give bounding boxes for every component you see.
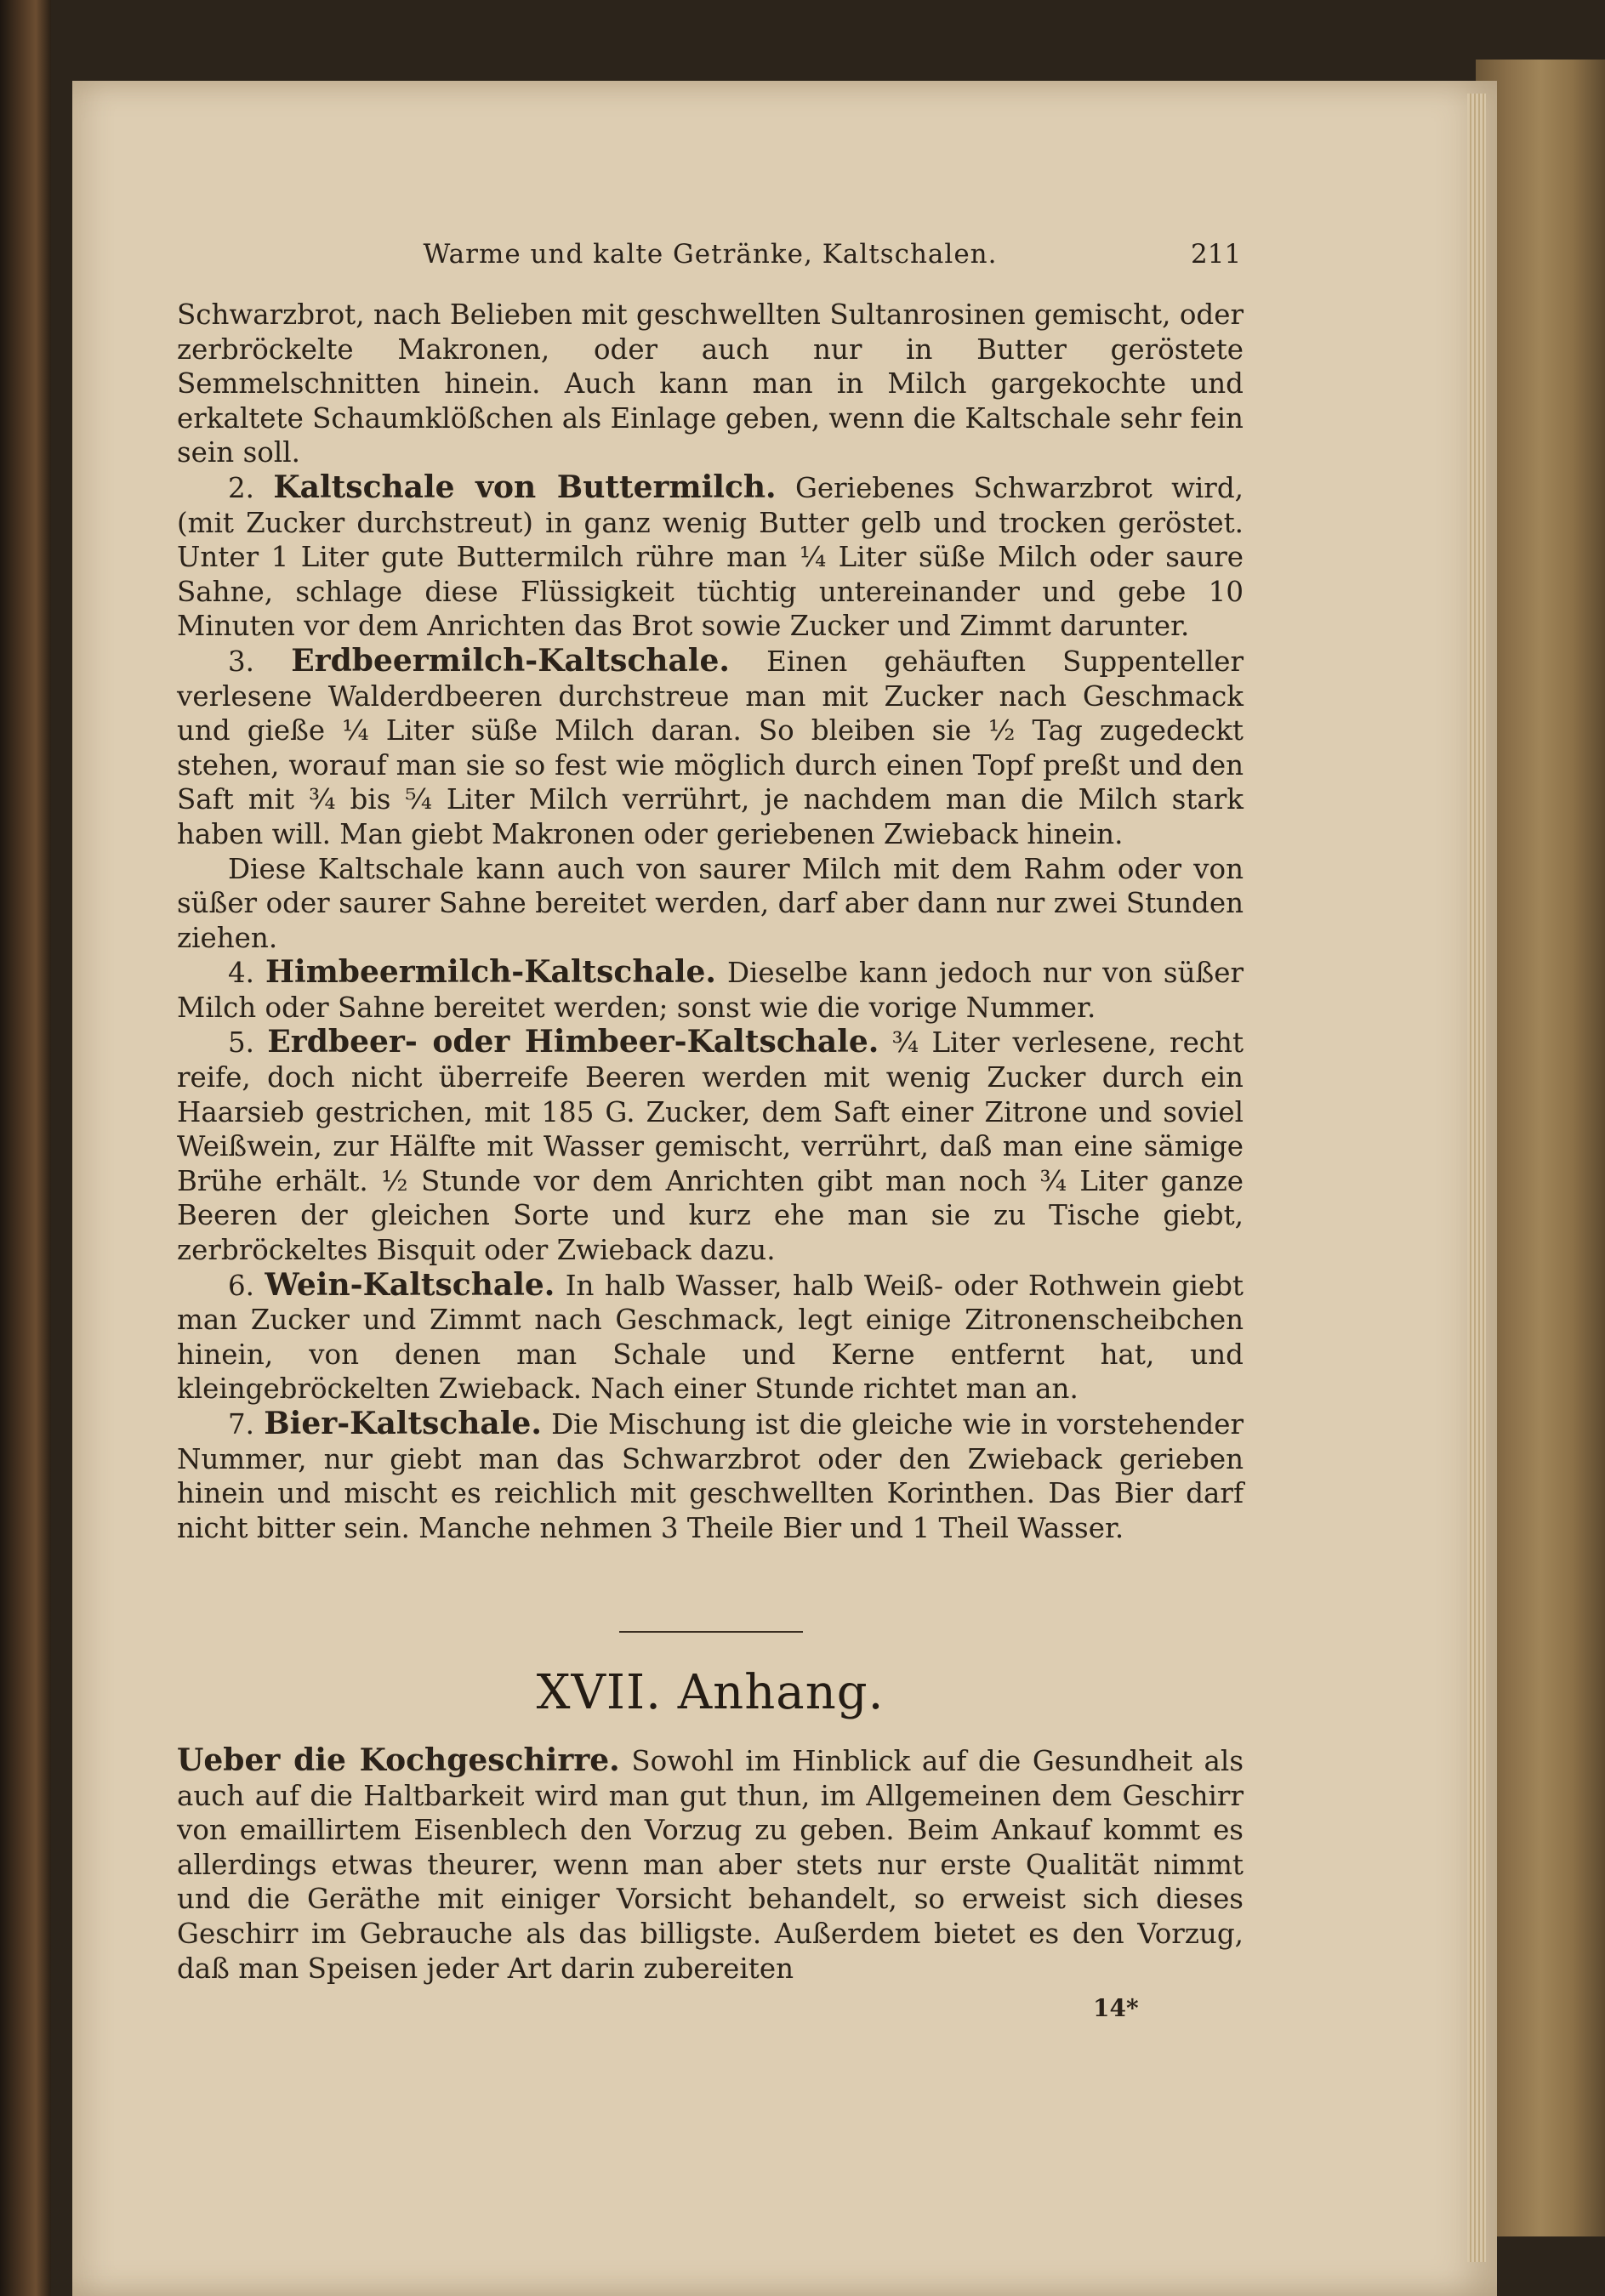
recipe-2 [177,470,1244,644]
signature-mark: 14* [1093,1994,1139,2022]
recipe-6 [177,1268,1244,1407]
recipe-3 [177,644,1244,852]
recipe-title: Kaltschale von Buttermilch. [273,469,777,505]
recipe-number: 7. [228,1408,255,1441]
page-number: 211 [1191,239,1242,270]
recipe-5 [177,1025,1244,1267]
recipe-title: Erdbeer- oder Himbeer-Kaltschale. [267,1024,879,1060]
recipe-number: 4. [228,957,255,990]
appendix-section [177,1743,1244,1986]
recipe-number: 2. [228,471,255,504]
recipe-4 [177,955,1244,1025]
recipe-title: Erdbeermilch-Kaltschale. [291,642,730,679]
recipe-number: 6. [228,1269,255,1302]
recipe-body: Dieselbe kann jedoch nur von süßer Milch oder Sahne bereitet werden; sonst wie die vorige Nummer. [177,957,1244,1024]
running-head: Warme und kalte Getränke, Kaltschalen. [423,239,998,270]
page-edges [1467,94,1486,2262]
appendix-title: Ueber die Kochgeschirre. [177,1742,620,1778]
recipe-title: Wein-Kaltschale. [265,1266,555,1303]
recipe-body: Geriebenes Schwarzbrot wird, (mit Zucker durchstreut) in ganz wenig Butter gelb und trocken geröstet. Unter 1 Liter gute Buttermilch rühre man ¼ Liter süße Milch oder saure Sahne, schlage diese Flüssigkeit tüchtig untereinander und gebe 10 Minuten vor dem Anrichten das Brot sowie Zucker und Zimmt darunter. [177,471,1244,643]
recipe-text [177,298,1244,1545]
recipe-body: Die Mischung ist die gleiche wie in vorstehender Nummer, nur giebt man das Schwarzbrot oder den Zwieback gerieben hinein und mischt es reichlich mit geschwellten Korinthen. Das Bier darf nicht bitter sein. Manche nehmen 3 Theile Bier und 1 Theil Wasser. [177,1408,1244,1544]
recipe-number: 5. [228,1026,255,1060]
recipe-body: ¾ Liter verlesene, recht reife, doch nicht überreife Beeren werden mit wenig Zucker durch ein Haarsieb gestrichen, mit 185 G. Zucker, dem Saft einer Zitrone und soviel Weißwein, zur Hälfte mit Wasser gemischt, verrührt, daß man eine sämige Brühe erhält. ½ Stunde vor dem Anrichten gibt man noch ¾ Liter ganze Beeren der gleichen Sorte und kurz ehe man sie zu Tische giebt, zerbröckeltes Bisquit oder Zwieback dazu. [177,1026,1244,1267]
recipe-body: Einen gehäuften Suppenteller verlesene Walderdbeeren durchstreue man mit Zucker nach Geschmack und gieße ¼ Liter süße Milch daran. So bleiben sie ½ Tag zugedeckt stehen, worauf man sie so fest wie möglich durch einen Topf preßt und den Saft mit ¾ bis ⁵⁄₄ Liter Milch verrührt, je nachdem man die Milch stark haben will. Man giebt Makronen oder geriebenen Zwieback hinein. [177,645,1244,850]
appendix-body: Sowohl im Hinblick auf die Gesundheit als auch auf die Haltbarkeit wird man gut thun, im Allgemeinen dem Geschirr von emaillirtem Eisenblech den Vorzug zu geben. Beim Ankauf kommt es allerdings etwas theurer, wenn man aber stets nur erste Qualität nimmt und die Geräthe mit einiger Vorsicht behandelt, so erweist sich dieses Geschirr im Gebrauche als das billigste. Außerdem bietet es den Vorzug, daß man Speisen jeder Art darin zubereiten [177,1745,1244,1985]
recipe-title: Bier-Kaltschale. [264,1406,542,1441]
recipe-title: Himbeermilch-Kaltschale. [265,954,716,991]
book-binding-left [0,0,51,2296]
recipe-body: In halb Wasser, halb Weiß- oder Rothwein giebt man Zucker und Zimmt nach Geschmack, legt einige Zitronenscheibchen hinein, von denen man Schale und Kerne entfernt hat, und kleingebröckelten Zwieback. Nach einer Stunde richtet man an. [177,1269,1244,1406]
recipe-3-note: Diese Kaltschale kann auch von saurer Milch mit dem Rahm oder von süßer oder saurer Sahne bereitet werden, darf aber dann nur zwei Stunden ziehen. [177,852,1244,954]
paragraph-continuation: Schwarzbrot, nach Belieben mit geschwellten Sultanrosinen gemischt, oder zerbröckelte Makronen, oder auch nur in Butter geröstete Semmelschnitten hinein. Auch kann man in Milch gargekochte und erkaltete Schaumklößchen als Einlage geben, wenn die Kaltschale sehr fein sein soll. [177,298,1244,469]
section-divider [619,1631,803,1633]
recipe-number: 3. [228,645,255,678]
chapter-heading: XVII. Anhang. [536,1665,885,1720]
appendix-paragraph [177,1743,1244,1986]
recipe-7 [177,1407,1244,1545]
